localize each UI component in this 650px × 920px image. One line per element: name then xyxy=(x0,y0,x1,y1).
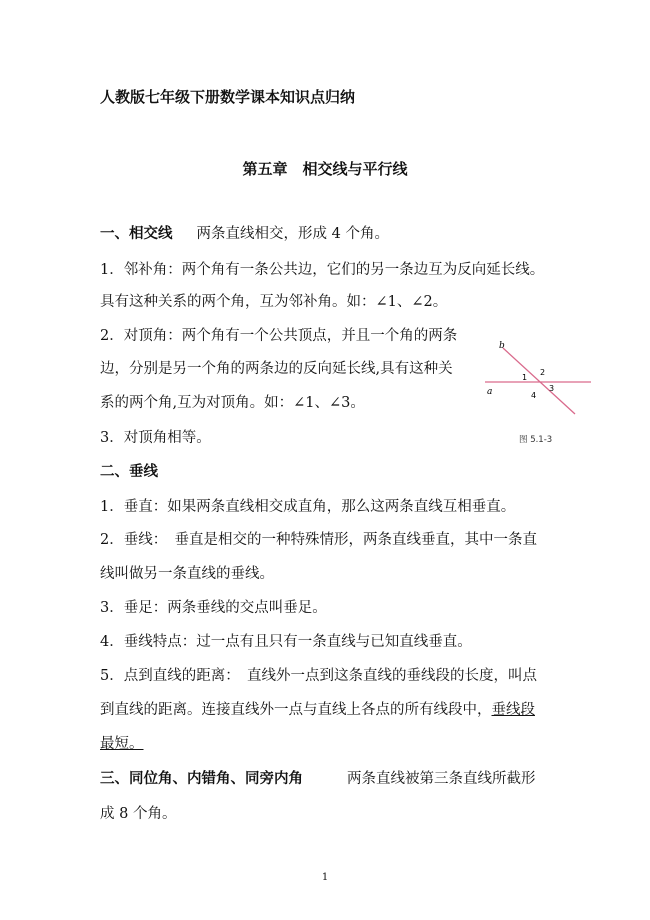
section3-heading-line xyxy=(100,769,536,789)
section1-item2-line1: 2．对顶角：两个角有一个公共顶点，并且一个角的两条 xyxy=(100,328,458,344)
angle-3-label: 3 xyxy=(549,384,555,393)
section2-item2-line2: 线叫做另一条直线的垂线。 xyxy=(100,566,274,582)
angle-4-label: 4 xyxy=(531,391,537,400)
figure-caption: 图 5.1-3 xyxy=(519,435,553,445)
section2-item5-line2-text: 到直线的距离。连接直线外一点与直线上各点的所有线段中， xyxy=(100,702,492,718)
intersecting-lines-figure xyxy=(483,338,593,448)
section1-item1-line1: 1．邻补角：两个角有一条公共边，它们的另一条边互为反向延长线。 xyxy=(100,262,545,278)
section2-item5-line3 xyxy=(100,734,144,754)
line-b xyxy=(503,348,575,414)
section3-heading: 三、同位角、内错角、同旁内角 xyxy=(100,771,303,787)
section2-item5-line1: 5．点到直线的距离： 直线外一点到这条直线的垂线段的长度，叫点 xyxy=(100,668,537,684)
label-b: b xyxy=(499,341,505,351)
page-number: 1 xyxy=(321,872,329,883)
label-a: a xyxy=(487,387,493,397)
section2-item3: 3．垂足：两条垂线的交点叫垂足。 xyxy=(100,600,327,616)
section2-item2-line1: 2．垂线： 垂直是相交的一种特殊情形，两条直线垂直，其中一条直 xyxy=(100,532,537,548)
underlined-term-end: 最短。 xyxy=(100,736,144,752)
section1-item1-line2: 具有这种关系的两个角，互为邻补角。如：∠1、∠2。 xyxy=(100,294,448,310)
chapter-title: 第五章 相交线与平行线 xyxy=(242,160,408,178)
section1-item3: 3．对顶角相等。 xyxy=(100,430,211,446)
section1-heading: 一、相交线 xyxy=(100,226,173,242)
section1-item2-line2: 边，分别是另一个角的两条边的反向延长线,具有这种关 xyxy=(100,361,453,377)
section1-heading-line xyxy=(100,224,389,244)
angle-2-label: 2 xyxy=(540,368,546,377)
underlined-term: 垂线段 xyxy=(491,702,535,718)
section2-item1: 1．垂直：如果两条直线相交成直角，那么这两条直线互相垂直。 xyxy=(100,499,516,515)
section2-heading: 二、垂线 xyxy=(100,464,158,480)
section3-line2: 成 8 个角。 xyxy=(100,806,177,822)
section2-item5-line2 xyxy=(100,700,535,720)
angle-1-label: 1 xyxy=(522,373,528,382)
document-title: 人教版七年级下册数学课本知识点归纳 xyxy=(100,88,356,106)
section1-intro: 两条直线相交，形成 4 个角。 xyxy=(196,226,389,242)
section2-item4: 4．垂线特点：过一点有且只有一条直线与已知直线垂直。 xyxy=(100,634,472,650)
section3-intro: 两条直线被第三条直线所截形 xyxy=(347,771,536,787)
section1-item2-line3: 系的两个角,互为对顶角。如：∠1、∠3。 xyxy=(100,395,365,411)
